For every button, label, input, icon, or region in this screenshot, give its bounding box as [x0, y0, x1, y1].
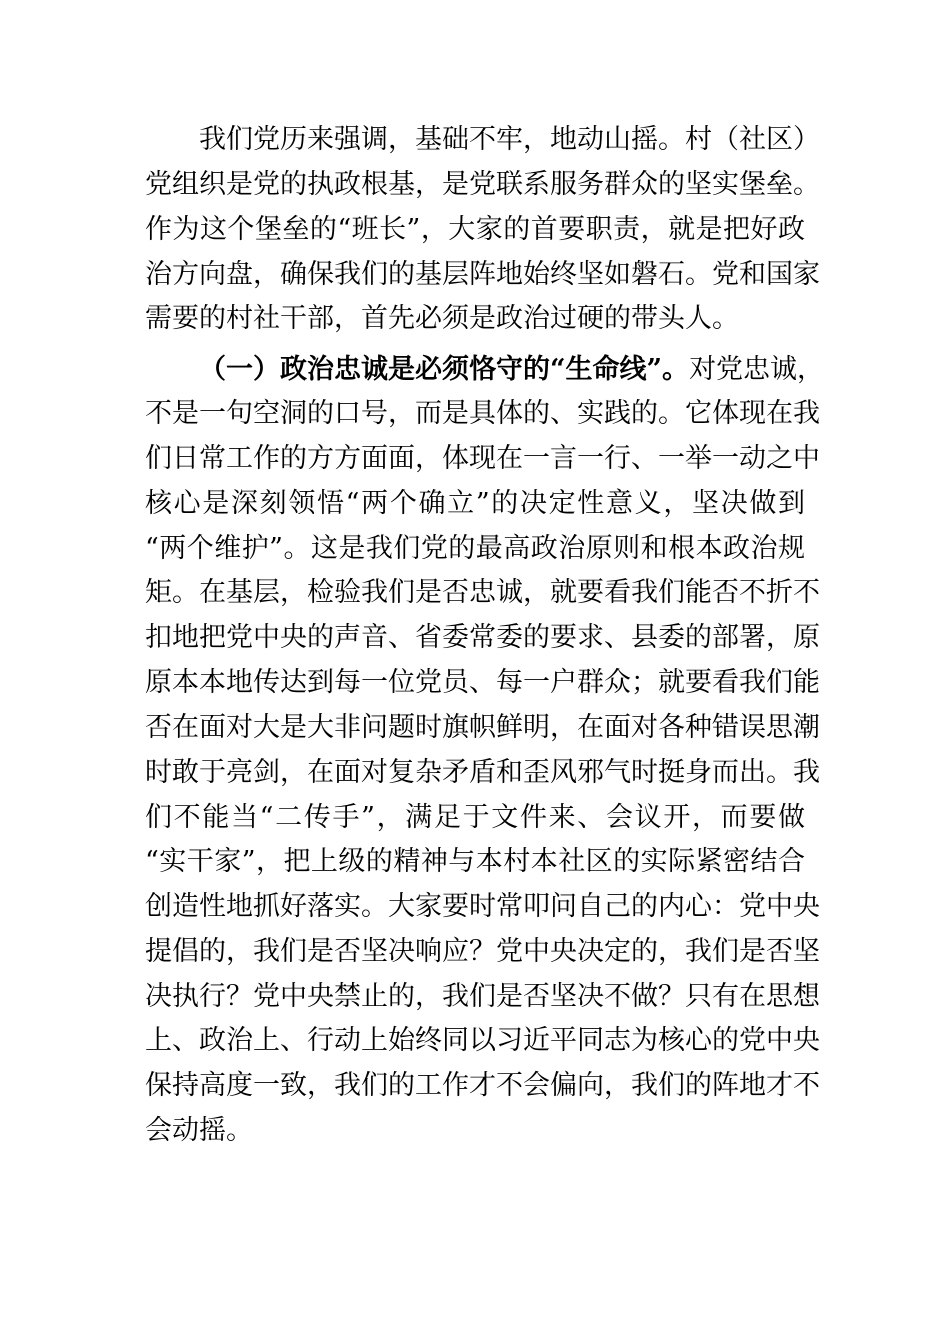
text-line: 们日常工作的方方面面，体现在一言一行、一举一动之中	[145, 443, 820, 474]
text-line: 否在面对大是大非问题时旗帜鲜明，在面对各种错误思潮	[145, 712, 820, 743]
text-line-with-heading	[199, 348, 825, 392]
text-line: 提倡的，我们是否坚决响应？党中央决定的，我们是否坚	[145, 936, 820, 967]
text-line: 需要的村社干部，首先必须是政治过硬的带头人。	[145, 303, 739, 334]
text-line: 上、政治上、行动上始终同以习近平同志为核心的党中央	[145, 1025, 820, 1056]
text-line: 治方向盘，确保我们的基层阵地始终坚如磐石。党和国家	[145, 259, 820, 290]
text-line: 决执行？党中央禁止的，我们是否坚决不做？只有在思想	[145, 981, 820, 1012]
text-line: 保持高度一致，我们的工作才不会偏向，我们的阵地才不	[145, 1070, 820, 1101]
text-line: 们不能当“二传手”，满足于文件来、会议开，而要做	[145, 802, 805, 833]
text-line: “两个维护”。这是我们党的最高政治原则和根本政治规	[145, 533, 805, 564]
text-line: 作为这个堡垒的“班长”，大家的首要职责，就是把好政	[145, 214, 805, 245]
text-line: 创造性地抓好落实。大家要时常叩问自己的内心：党中央	[145, 891, 820, 922]
text-line: 矩。在基层，检验我们是否忠诚，就要看我们能否不折不	[145, 577, 820, 608]
text-line: 原本本地传达到每一位党员、每一户群众；就要看我们能	[145, 667, 820, 698]
section-heading: （一）政治忠诚是必须恪守的“生命线”。	[199, 354, 690, 385]
text-line: 时敢于亮剑，在面对复杂矛盾和歪风邪气时挺身而出。我	[145, 757, 820, 788]
text-line: 核心是深刻领悟“两个确立”的决定性意义，坚决做到	[145, 488, 805, 519]
text-line: “实干家”，把上级的精神与本村本社区的实际紧密结合	[145, 846, 805, 877]
text-line: 不是一句空洞的口号，而是具体的、实践的。它体现在我	[145, 398, 820, 429]
text-line: 党组织是党的执政根基，是党联系服务群众的坚实堡垒。	[145, 169, 820, 200]
text-line: 扣地把党中央的声音、省委常委的要求、县委的部署，原	[145, 622, 820, 653]
heading-line-text: 对党忠诚，	[689, 354, 825, 385]
text-line: 我们党历来强调，基础不牢，地动山摇。村（社区）	[199, 124, 820, 155]
text-line: 会动摇。	[145, 1115, 253, 1146]
